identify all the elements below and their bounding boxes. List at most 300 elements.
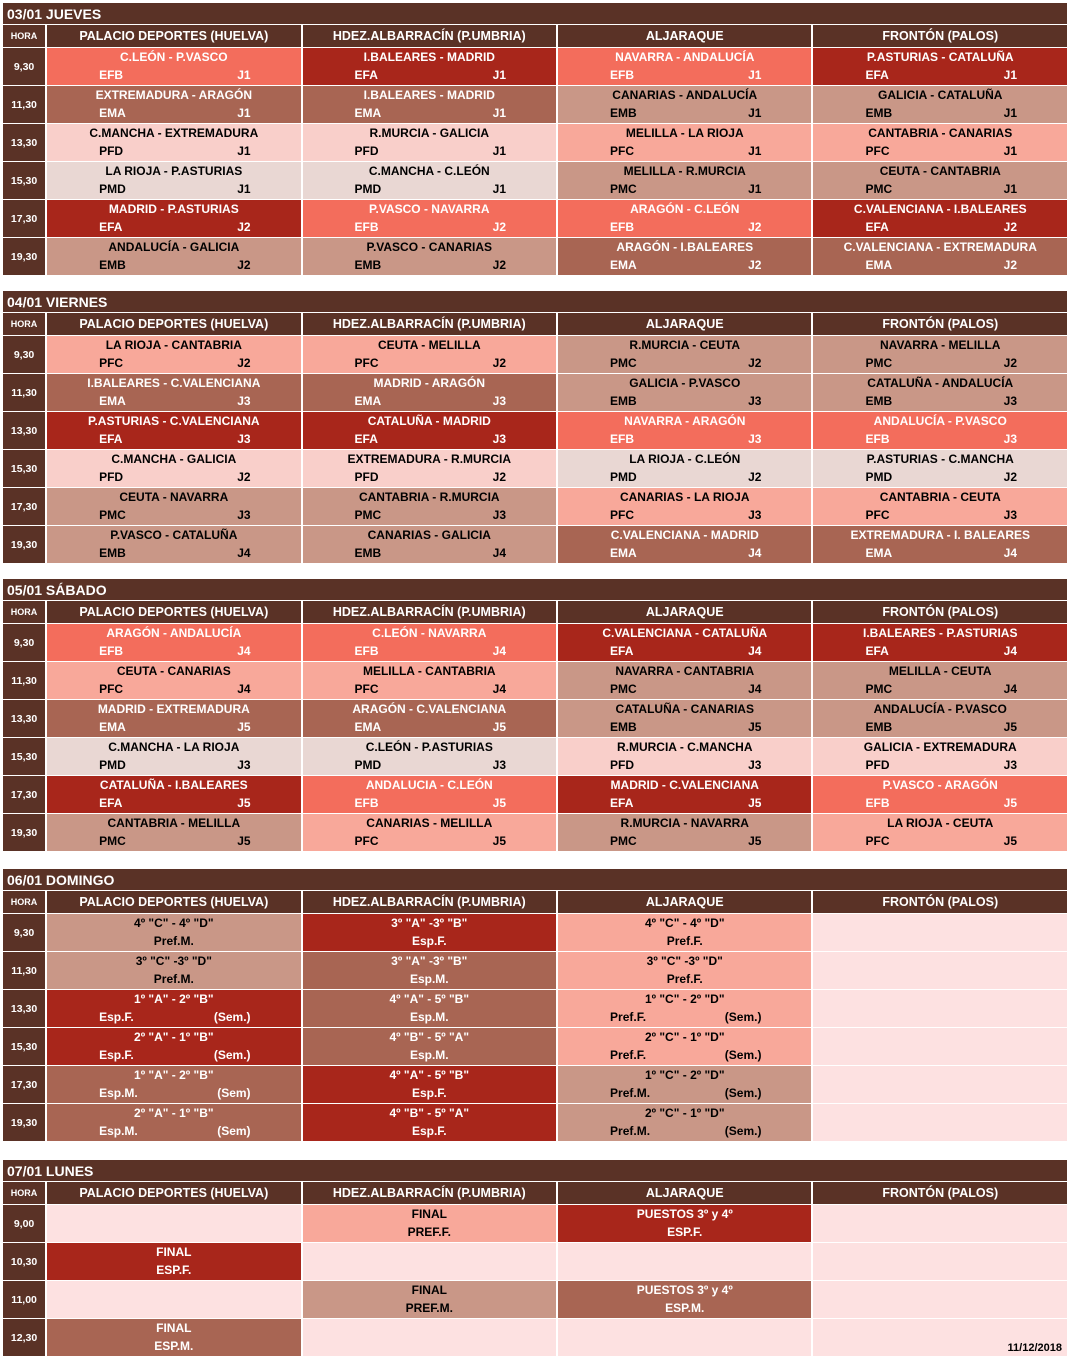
match-cell [558, 990, 811, 1027]
round-label: J3 [492, 394, 507, 408]
time-cell: 19,30 [3, 238, 45, 275]
cell-content [813, 1281, 1067, 1318]
match-label: 4º "C" - 4º "D" [644, 916, 725, 930]
table-row [3, 662, 1067, 699]
table-row [3, 700, 1067, 737]
match-label: CATALUÑA - ANDALUCÍA [867, 376, 1014, 390]
cell-content [303, 86, 556, 123]
day-section [3, 1160, 1067, 1357]
table-row [3, 1319, 1067, 1356]
category-label: EMA [99, 394, 126, 408]
empty-cell [813, 1066, 1067, 1103]
category-label: EFA [99, 432, 123, 446]
round-label: (Sem.) [213, 1010, 251, 1024]
match-cell [303, 336, 556, 373]
cell-content [558, 450, 811, 487]
match-label: R.MURCIA - NAVARRA [620, 816, 749, 830]
day-section [3, 3, 1067, 276]
time-cell: 19,30 [3, 526, 45, 563]
match-label: LA RIOJA - C.LEÓN [629, 452, 741, 466]
round-label: J1 [492, 68, 507, 82]
category-label: EMB [354, 546, 382, 560]
round-label: J1 [492, 106, 507, 120]
match-label: MADRID - P.ASTURIAS [108, 202, 239, 216]
time-cell: 17,30 [3, 488, 45, 525]
match-cell [558, 124, 811, 161]
match-label: MELILLA - CEUTA [888, 664, 992, 678]
round-label: J5 [237, 796, 251, 810]
match-label: ARAGÓN - C.VALENCIANA [352, 702, 507, 716]
round-label: J2 [1003, 470, 1017, 484]
category-label: ESP.F. [156, 1263, 192, 1277]
match-label: C.MANCHA - LA RIOJA [108, 740, 240, 754]
round-label: (Sem.) [724, 1010, 762, 1024]
match-cell [303, 1066, 556, 1103]
category-label: PREF.F. [407, 1225, 451, 1239]
match-label: C.LEÓN - P.VASCO [120, 50, 228, 64]
venue-header: FRONTÓN (PALOS) [813, 601, 1067, 623]
cell-content [303, 990, 556, 1027]
cell-content [303, 1066, 556, 1103]
round-label: J4 [1003, 682, 1017, 696]
match-cell [558, 200, 811, 237]
time-cell: 9,30 [3, 48, 45, 85]
venue-header: ALJARAQUE [558, 891, 811, 913]
cell-content [47, 374, 300, 411]
cell-content [813, 124, 1067, 161]
cell-content [813, 1028, 1067, 1065]
cell-content [47, 48, 300, 85]
category-label: PMC [99, 508, 126, 522]
match-cell [558, 162, 811, 199]
match-label: MADRID - EXTREMADURA [97, 702, 250, 716]
category-label: PMC [610, 682, 637, 696]
category-label: EMA [354, 106, 382, 120]
match-label: I.BALEARES - MADRID [363, 88, 495, 102]
time-cell: 9,30 [3, 624, 45, 661]
match-label: CANARIAS - LA RIOJA [619, 490, 750, 504]
table-row [3, 1028, 1067, 1065]
time-cell: 11,30 [3, 86, 45, 123]
venue-header: ALJARAQUE [558, 1182, 811, 1204]
match-label: EXTREMADURA - I. BALEARES [850, 528, 1031, 542]
round-label: J5 [492, 796, 507, 810]
schedule-table [1, 24, 1068, 276]
round-label: J2 [748, 356, 762, 370]
round-label: J3 [1003, 758, 1017, 772]
empty-cell [558, 1243, 811, 1280]
cell-content [47, 990, 300, 1027]
match-cell [47, 624, 300, 661]
category-label: Esp.M. [409, 1048, 449, 1062]
round-label: J3 [748, 432, 762, 446]
match-label: CEUTA - CANARIAS [116, 664, 231, 678]
match-cell [813, 162, 1067, 199]
match-cell [47, 412, 300, 449]
match-label: I.BALEARES - P.ASTURIAS [863, 626, 1018, 640]
time-cell: 11,30 [3, 952, 45, 989]
round-label: J1 [237, 106, 251, 120]
match-cell [558, 814, 811, 851]
match-label: ANDALUCÍA - P.VASCO [873, 702, 1007, 716]
cell-content [303, 738, 556, 775]
match-cell [813, 738, 1067, 775]
category-label: Pref.M. [153, 934, 194, 948]
round-label: J5 [492, 720, 507, 734]
empty-cell [813, 1104, 1067, 1141]
day-title: 07/01 LUNES [3, 1160, 1067, 1181]
time-cell: 19,30 [3, 1104, 45, 1141]
round-label: (Sem.) [724, 1086, 762, 1100]
category-label: PMC [610, 834, 637, 848]
match-label: LA RIOJA - CANTABRIA [105, 338, 242, 352]
cell-content [813, 162, 1067, 199]
match-label: CANARIAS - GALICIA [367, 528, 491, 542]
empty-cell [813, 1281, 1067, 1318]
header-row [3, 891, 1067, 913]
cell-content [558, 624, 811, 661]
cell-content [558, 1104, 811, 1141]
match-label: ARAGÓN - I.BALEARES [616, 240, 754, 254]
round-label: J3 [748, 508, 762, 522]
venue-header: HDEZ.ALBARRACÍN (P.UMBRIA) [303, 891, 556, 913]
category-label: Pref.F. [610, 1010, 647, 1024]
match-cell [303, 124, 556, 161]
time-cell: 9,30 [3, 914, 45, 951]
header-row [3, 313, 1067, 335]
table-row [3, 1281, 1067, 1318]
match-cell [303, 200, 556, 237]
cell-content [303, 914, 556, 951]
match-cell [813, 776, 1067, 813]
match-cell [303, 700, 556, 737]
cell-content [558, 526, 811, 563]
round-label: J4 [748, 546, 762, 560]
match-cell [303, 1205, 556, 1242]
venue-header: FRONTÓN (PALOS) [813, 891, 1067, 913]
cell-content [303, 450, 556, 487]
match-cell [303, 624, 556, 661]
match-cell [813, 814, 1067, 851]
match-cell [47, 336, 300, 373]
cell-content [47, 526, 300, 563]
match-label: NAVARRA - ANDALUCÍA [615, 50, 755, 64]
category-label: PFC [865, 508, 890, 522]
match-cell [558, 776, 811, 813]
match-label: CANTABRIA - CANARIAS [868, 126, 1013, 140]
time-cell: 12,30 [3, 1319, 45, 1356]
category-label: Pref.M. [610, 1124, 651, 1138]
category-label: EFA [610, 644, 634, 658]
round-label: J4 [748, 682, 762, 696]
match-cell [813, 336, 1067, 373]
category-label: EFB [610, 432, 635, 446]
match-label: C.MANCHA - GALICIA [111, 452, 237, 466]
category-label: EFA [354, 68, 378, 82]
round-label: J5 [748, 796, 762, 810]
category-label: EFB [354, 644, 379, 658]
table-row [3, 990, 1067, 1027]
cell-content [558, 162, 811, 199]
match-label: R.MURCIA - GALICIA [369, 126, 490, 140]
match-cell [47, 738, 300, 775]
table-row [3, 162, 1067, 199]
cell-content [813, 952, 1067, 989]
cell-content [813, 738, 1067, 775]
category-label: EMB [865, 394, 893, 408]
cell-content [47, 1243, 300, 1280]
match-label: P.VASCO - CATALUÑA [110, 528, 238, 542]
time-cell: 15,30 [3, 162, 45, 199]
category-label: PMC [610, 356, 637, 370]
category-label: EFA [610, 796, 634, 810]
match-label: 4º "C" - 4º "D" [134, 916, 214, 930]
category-label: PMD [354, 182, 382, 196]
match-label: P.ASTURIAS - C.MANCHA [866, 452, 1014, 466]
match-cell [303, 488, 556, 525]
cell-content [813, 990, 1067, 1027]
category-label: EFB [610, 220, 635, 234]
round-label: J1 [237, 182, 251, 196]
match-label: 3º "A" -3º "B" [391, 916, 468, 930]
time-cell: 13,30 [3, 700, 45, 737]
venue-header: HDEZ.ALBARRACÍN (P.UMBRIA) [303, 1182, 556, 1204]
round-label: J5 [1003, 834, 1017, 848]
category-label: EMA [354, 394, 382, 408]
match-label: R.MURCIA - C.MANCHA [616, 740, 753, 754]
round-label: J4 [237, 546, 251, 560]
cell-content [813, 1243, 1067, 1280]
match-cell [813, 450, 1067, 487]
cell-content [558, 1205, 811, 1242]
match-label: 3º "C" -3º "D" [646, 954, 723, 968]
match-label: CANTABRIA - MELILLA [107, 816, 241, 830]
match-cell [558, 1281, 811, 1318]
match-label: EXTREMADURA - ARAGÓN [95, 88, 253, 102]
round-label: J1 [492, 182, 507, 196]
category-label: EMB [610, 720, 637, 734]
table-row [3, 200, 1067, 237]
round-label: J3 [1003, 432, 1017, 446]
match-cell [303, 526, 556, 563]
round-label: J5 [237, 834, 251, 848]
match-cell [47, 814, 300, 851]
round-label: (Sem) [217, 1124, 251, 1138]
category-label: EMB [865, 106, 893, 120]
match-label: ANDALUCIA - C.LEÓN [365, 778, 493, 792]
round-label: J1 [1003, 144, 1017, 158]
cell-content [558, 1243, 811, 1280]
match-cell [558, 238, 811, 275]
schedule-table [1, 600, 1068, 852]
empty-cell [813, 914, 1067, 951]
match-label: I.BALEARES - C.VALENCIANA [87, 376, 261, 390]
cell-content [813, 238, 1067, 275]
cell-content [558, 738, 811, 775]
match-cell [558, 336, 811, 373]
round-label: J4 [1003, 644, 1017, 658]
time-cell: 15,30 [3, 1028, 45, 1065]
match-cell [813, 662, 1067, 699]
category-label: EMB [610, 106, 637, 120]
round-label: (Sem.) [724, 1048, 762, 1062]
match-cell [813, 700, 1067, 737]
category-label: EFB [610, 68, 635, 82]
schedule-table [1, 890, 1068, 1142]
category-label: PFC [354, 834, 379, 848]
cell-content [303, 700, 556, 737]
match-cell [558, 1104, 811, 1141]
day-section [3, 579, 1067, 852]
match-label: 1º "A" - 2º "B" [134, 992, 214, 1006]
table-row [3, 624, 1067, 661]
time-cell: 17,30 [3, 200, 45, 237]
match-cell [47, 700, 300, 737]
round-label: J4 [237, 644, 251, 658]
round-label: J3 [1003, 394, 1017, 408]
venue-header: ALJARAQUE [558, 25, 811, 47]
cell-content [47, 1205, 300, 1242]
match-label: ANDALUCÍA - GALICIA [108, 240, 240, 254]
category-label: PMC [865, 182, 893, 196]
match-cell [47, 162, 300, 199]
day-title: 06/01 DOMINGO [3, 869, 1067, 890]
round-label: J2 [237, 356, 251, 370]
match-label: 4º "A" - 5º "B" [389, 1068, 470, 1082]
time-cell: 19,30 [3, 814, 45, 851]
hora-header: HORA [3, 25, 45, 47]
category-label: EMA [865, 546, 893, 560]
empty-cell [813, 1243, 1067, 1280]
time-cell: 10,30 [3, 1243, 45, 1280]
category-label: PFD [99, 470, 124, 484]
category-label: PMD [610, 470, 637, 484]
category-label: EFB [99, 644, 124, 658]
empty-cell [303, 1319, 556, 1356]
match-cell [47, 86, 300, 123]
cell-content [47, 488, 300, 525]
category-label: Pref.M. [610, 1086, 651, 1100]
round-label: J4 [492, 644, 507, 658]
match-cell [558, 662, 811, 699]
cell-content [813, 662, 1067, 699]
match-cell [303, 86, 556, 123]
venue-header: HDEZ.ALBARRACÍN (P.UMBRIA) [303, 313, 556, 335]
match-cell [813, 488, 1067, 525]
empty-cell [813, 1028, 1067, 1065]
match-cell [813, 200, 1067, 237]
match-label: P.VASCO - NAVARRA [369, 202, 490, 216]
category-label: EMB [99, 546, 126, 560]
match-label: R.MURCIA - CEUTA [629, 338, 741, 352]
round-label: J1 [748, 106, 762, 120]
cell-content [303, 814, 556, 851]
empty-cell [813, 1205, 1067, 1242]
match-cell [303, 1104, 556, 1141]
cell-content [558, 776, 811, 813]
match-cell [303, 450, 556, 487]
match-cell [47, 662, 300, 699]
time-cell: 15,30 [3, 450, 45, 487]
match-cell [303, 1028, 556, 1065]
cell-content [47, 776, 300, 813]
cell-content [47, 914, 300, 951]
match-cell [303, 952, 556, 989]
cell-content [558, 1066, 811, 1103]
cell-content [813, 914, 1067, 951]
category-label: Esp.F. [411, 934, 447, 948]
cell-content [47, 1104, 300, 1141]
venue-header: PALACIO DEPORTES (HUELVA) [47, 25, 300, 47]
category-label: Pref.F. [666, 934, 703, 948]
round-label: J2 [237, 470, 251, 484]
match-cell [558, 700, 811, 737]
match-cell [47, 952, 300, 989]
match-cell [47, 1104, 300, 1141]
cell-content [47, 450, 300, 487]
match-label: LA RIOJA - P.ASTURIAS [105, 164, 243, 178]
match-cell [813, 526, 1067, 563]
round-label: J1 [237, 144, 251, 158]
match-cell [47, 374, 300, 411]
category-label: Pref.F. [666, 972, 703, 986]
cell-content [558, 488, 811, 525]
cell-content [47, 162, 300, 199]
round-label: J2 [1003, 258, 1017, 272]
match-label: C.VALENCIANA - CATALUÑA [602, 626, 768, 640]
table-row [3, 814, 1067, 851]
match-label: P.VASCO - ARAGÓN [882, 778, 998, 792]
cell-content [47, 738, 300, 775]
round-label: J2 [492, 220, 507, 234]
match-cell [303, 914, 556, 951]
match-cell [47, 1066, 300, 1103]
schedule-table [1, 312, 1068, 564]
round-label: J3 [748, 758, 762, 772]
day-section [3, 869, 1067, 1142]
round-label: (Sem) [217, 1086, 251, 1100]
match-label: 2º "C" - 1º "D" [644, 1030, 725, 1044]
round-label: J2 [1003, 356, 1017, 370]
round-label: J2 [492, 258, 507, 272]
cell-content [47, 86, 300, 123]
cell-content [558, 412, 811, 449]
category-label: EFB [99, 68, 124, 82]
table-row [3, 526, 1067, 563]
time-cell: 9,00 [3, 1205, 45, 1242]
header-row [3, 1182, 1067, 1204]
match-label: CANARIAS - ANDALUCÍA [612, 88, 758, 102]
venue-header: FRONTÓN (PALOS) [813, 1182, 1067, 1204]
match-label: MELILLA - R.MURCIA [623, 164, 746, 178]
category-label: Esp.M. [99, 1124, 138, 1138]
round-label: J3 [237, 758, 251, 772]
time-cell: 13,30 [3, 990, 45, 1027]
match-cell [558, 624, 811, 661]
cell-content [303, 1281, 556, 1318]
table-row [3, 450, 1067, 487]
cell-content [47, 238, 300, 275]
category-label: EFA [99, 796, 123, 810]
match-label: CANTABRIA - CEUTA [879, 490, 1001, 504]
cell-content [813, 412, 1067, 449]
match-label: ANDALUCÍA - P.VASCO [873, 414, 1007, 428]
match-cell [813, 412, 1067, 449]
cell-content [303, 374, 556, 411]
cell-content [813, 624, 1067, 661]
category-label: EFA [865, 644, 889, 658]
match-label: CATALUÑA - I.BALEARES [99, 778, 248, 792]
